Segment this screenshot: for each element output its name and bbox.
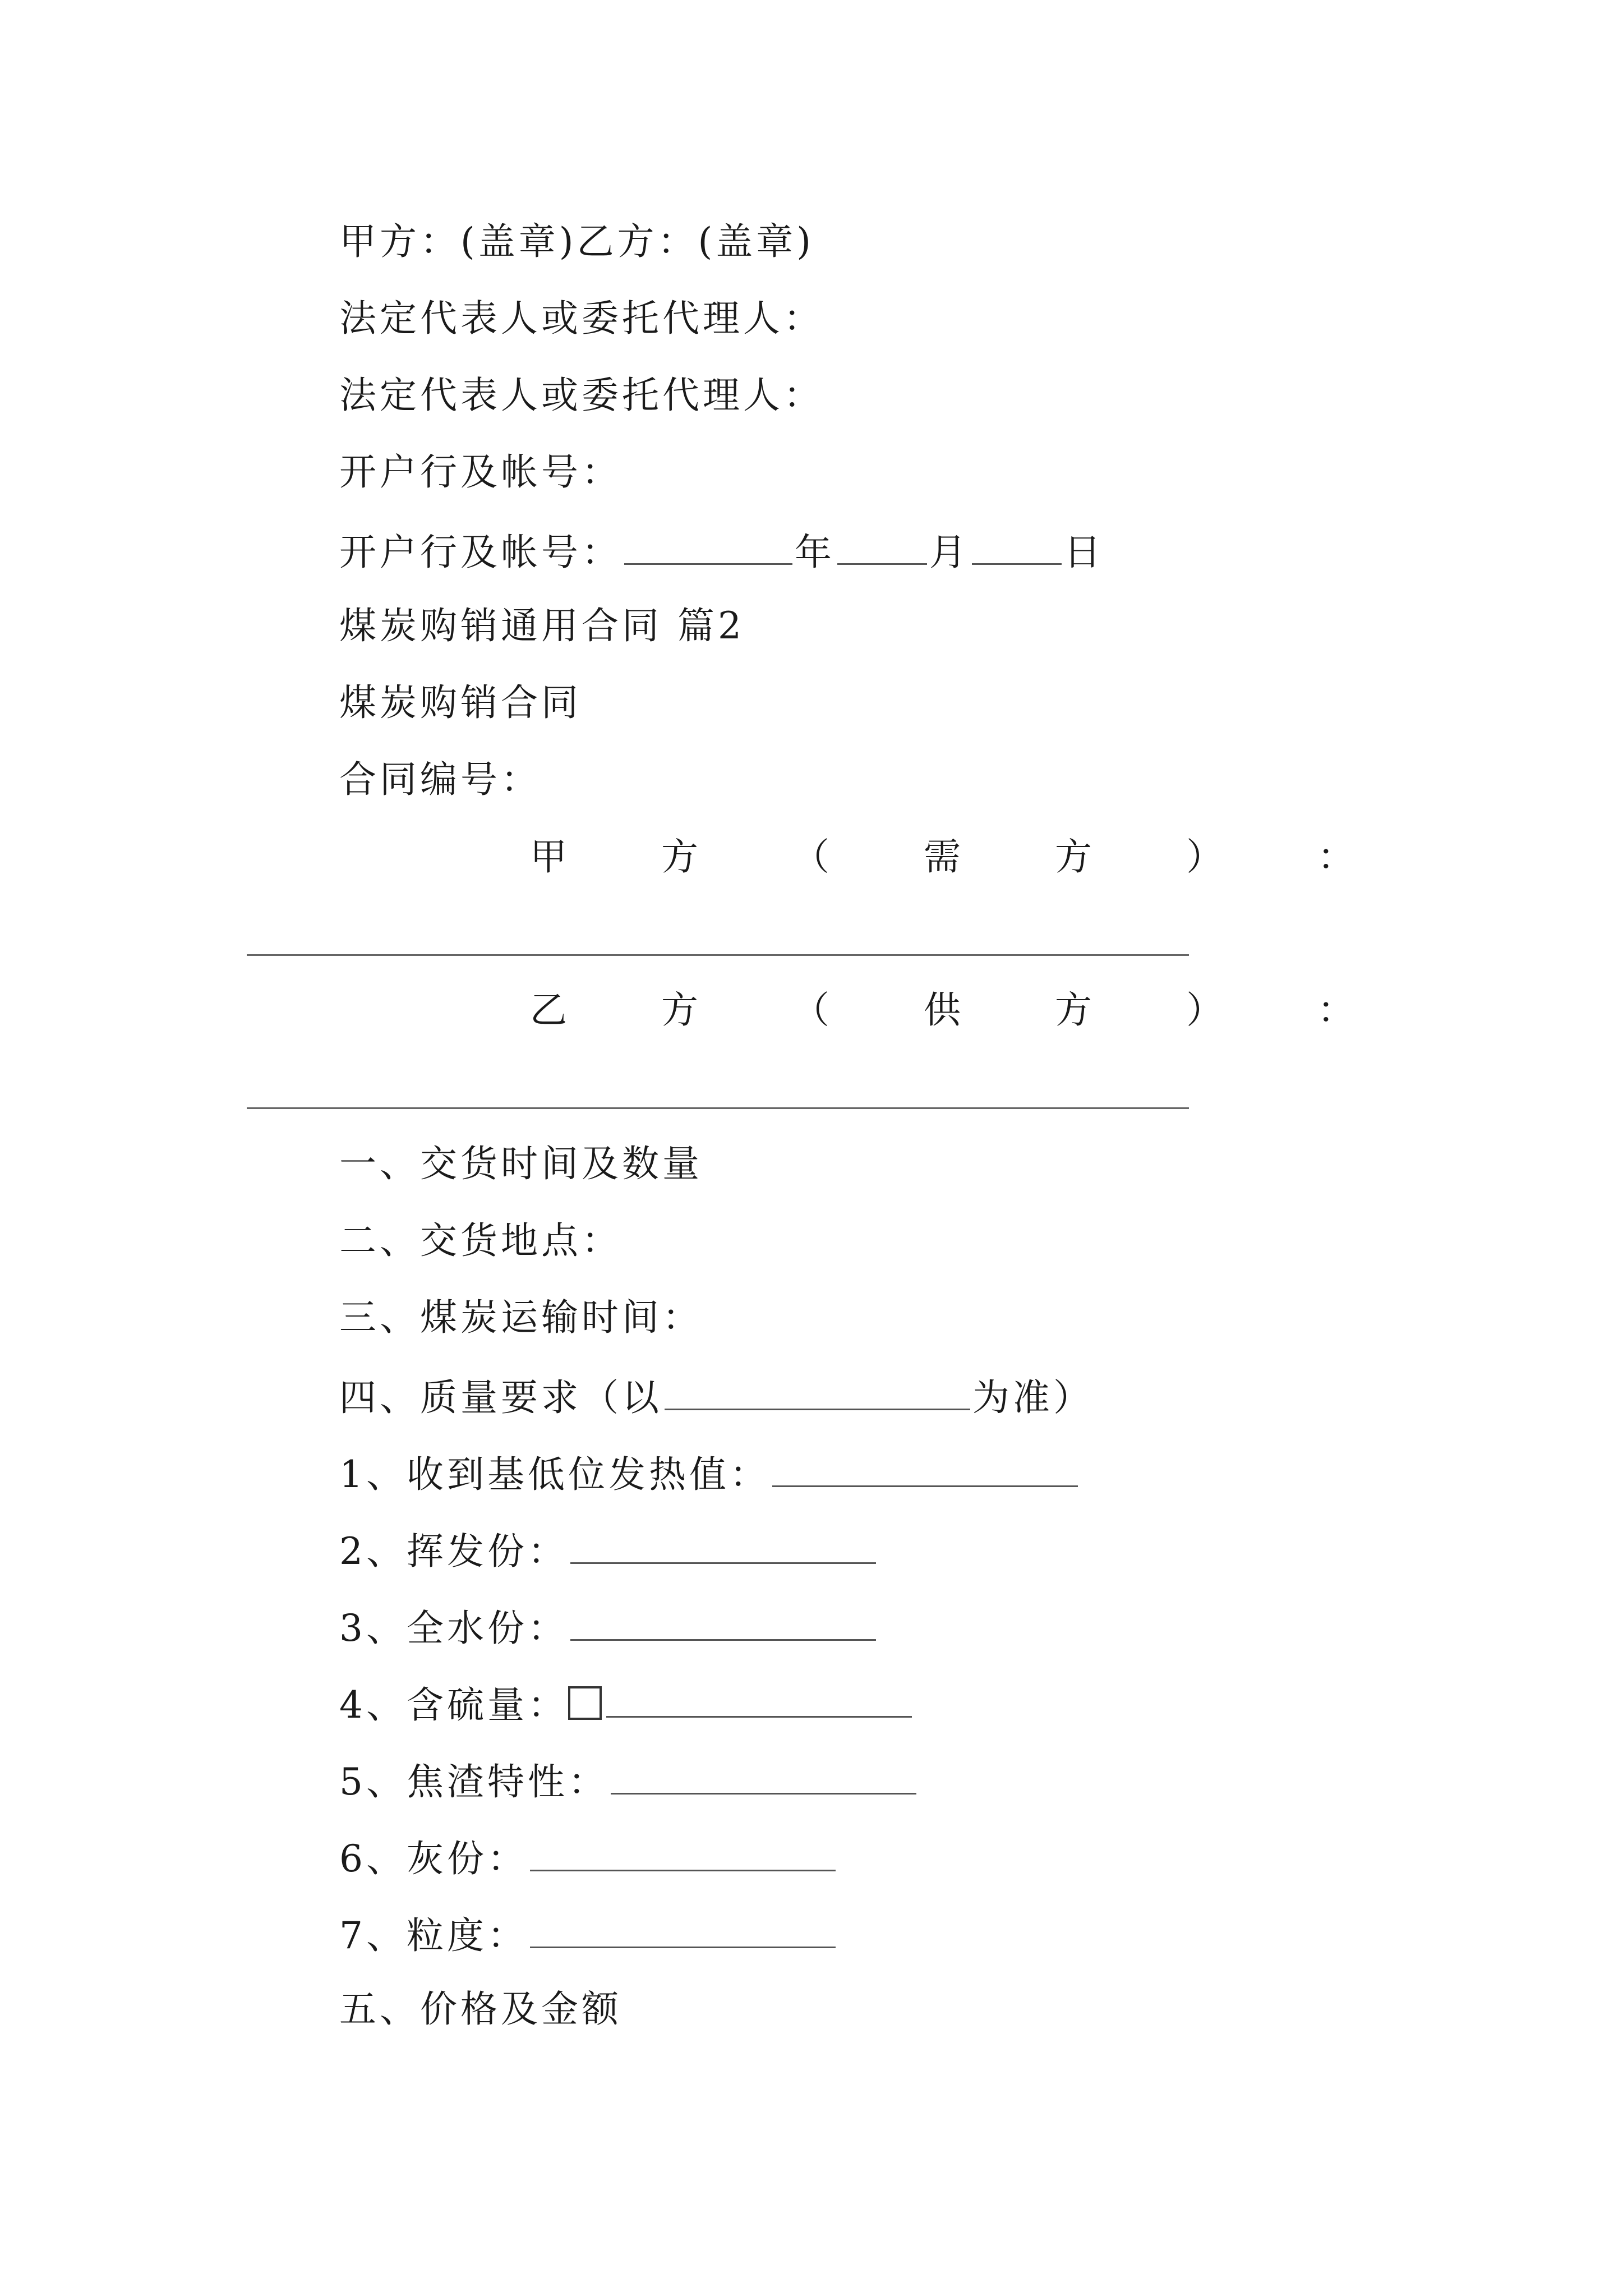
quality-item-heat <box>339 1453 1080 1496</box>
quality-label-volatile: 2、挥发份： <box>339 1530 568 1573</box>
section-3-heading: 三、煤炭运输时间： <box>339 1296 703 1339</box>
quality-item-ash <box>339 1837 838 1878</box>
section-4-suffix: 为准） <box>972 1376 1094 1419</box>
party-a-blank[interactable] <box>247 954 1189 956</box>
quality-label-sulfur: 4、含硫量： <box>339 1683 568 1727</box>
day-blank[interactable] <box>972 531 1062 565</box>
series-title: 煤炭购销通用合同 篇2 <box>339 604 745 647</box>
party-a-char: ： <box>1317 835 1354 878</box>
checkbox-icon[interactable] <box>568 1686 602 1720</box>
ash-blank[interactable] <box>530 1837 836 1871</box>
representative-line-b: 法定代表人或委托代理人： <box>339 374 824 417</box>
bank-account-label: 开户行及帐号： <box>339 531 622 574</box>
quality-item-coke <box>339 1760 919 1801</box>
party-a-char: （ <box>792 835 829 878</box>
coke-blank[interactable] <box>611 1760 916 1795</box>
quality-label-coke: 5、焦渣特性： <box>339 1760 608 1803</box>
year-blank[interactable] <box>624 531 792 565</box>
month-blank[interactable] <box>837 531 927 565</box>
party-b-char: 乙 <box>530 988 567 1032</box>
party-a-line <box>530 835 1354 878</box>
contract-title: 煤炭购销合同 <box>339 681 582 724</box>
sulfur-blank[interactable] <box>606 1683 912 1718</box>
section-4-heading <box>339 1376 1094 1419</box>
month-label: 月 <box>929 531 970 574</box>
party-b-char: ： <box>1317 988 1354 1032</box>
party-b-char: 供 <box>924 988 961 1032</box>
contract-number-label: 合同编号： <box>339 758 541 801</box>
section-2-heading: 二、交货地点： <box>339 1219 622 1262</box>
quality-item-volatile <box>339 1530 878 1573</box>
party-b-char: （ <box>792 988 829 1032</box>
party-a-char: 方 <box>1055 835 1092 878</box>
day-label: 日 <box>1064 531 1104 574</box>
quality-label-ash: 6、灰份： <box>339 1837 528 1880</box>
representative-line-a: 法定代表人或委托代理人： <box>339 297 824 340</box>
quality-label-moisture: 3、全水份： <box>339 1607 568 1650</box>
party-b-char: ） <box>1186 988 1223 1032</box>
heat-value-blank[interactable] <box>772 1453 1078 1487</box>
bank-account-line-a: 开户行及帐号： <box>339 450 622 494</box>
year-label: 年 <box>795 531 835 574</box>
party-a-char: 需 <box>924 835 961 878</box>
quality-label-size: 7、粒度： <box>339 1914 528 1957</box>
quality-item-sulfur <box>339 1683 914 1727</box>
quality-standard-blank[interactable] <box>665 1376 970 1410</box>
section-4-prefix: 四、质量要求（以 <box>339 1376 662 1419</box>
party-b-line <box>530 988 1354 1032</box>
party-a-char: 甲 <box>530 835 567 878</box>
volatile-blank[interactable] <box>570 1530 876 1564</box>
section-5-heading: 五、价格及金额 <box>339 1987 622 2031</box>
party-a-char: 方 <box>661 835 698 878</box>
party-a-char: ） <box>1186 835 1223 878</box>
quality-item-moisture <box>339 1607 878 1650</box>
party-b-char: 方 <box>661 988 698 1032</box>
party-b-blank[interactable] <box>247 1107 1189 1109</box>
bank-account-date-line <box>339 531 1104 574</box>
quality-label-heat: 1、收到基低位发热值： <box>339 1453 770 1496</box>
moisture-blank[interactable] <box>570 1607 876 1641</box>
quality-item-size <box>339 1914 838 1957</box>
party-b-char: 方 <box>1055 988 1092 1032</box>
signature-line: 甲方：(盖章)乙方：(盖章) <box>339 220 814 263</box>
section-1-heading: 一、交货时间及数量 <box>339 1142 703 1185</box>
size-blank[interactable] <box>530 1914 836 1948</box>
